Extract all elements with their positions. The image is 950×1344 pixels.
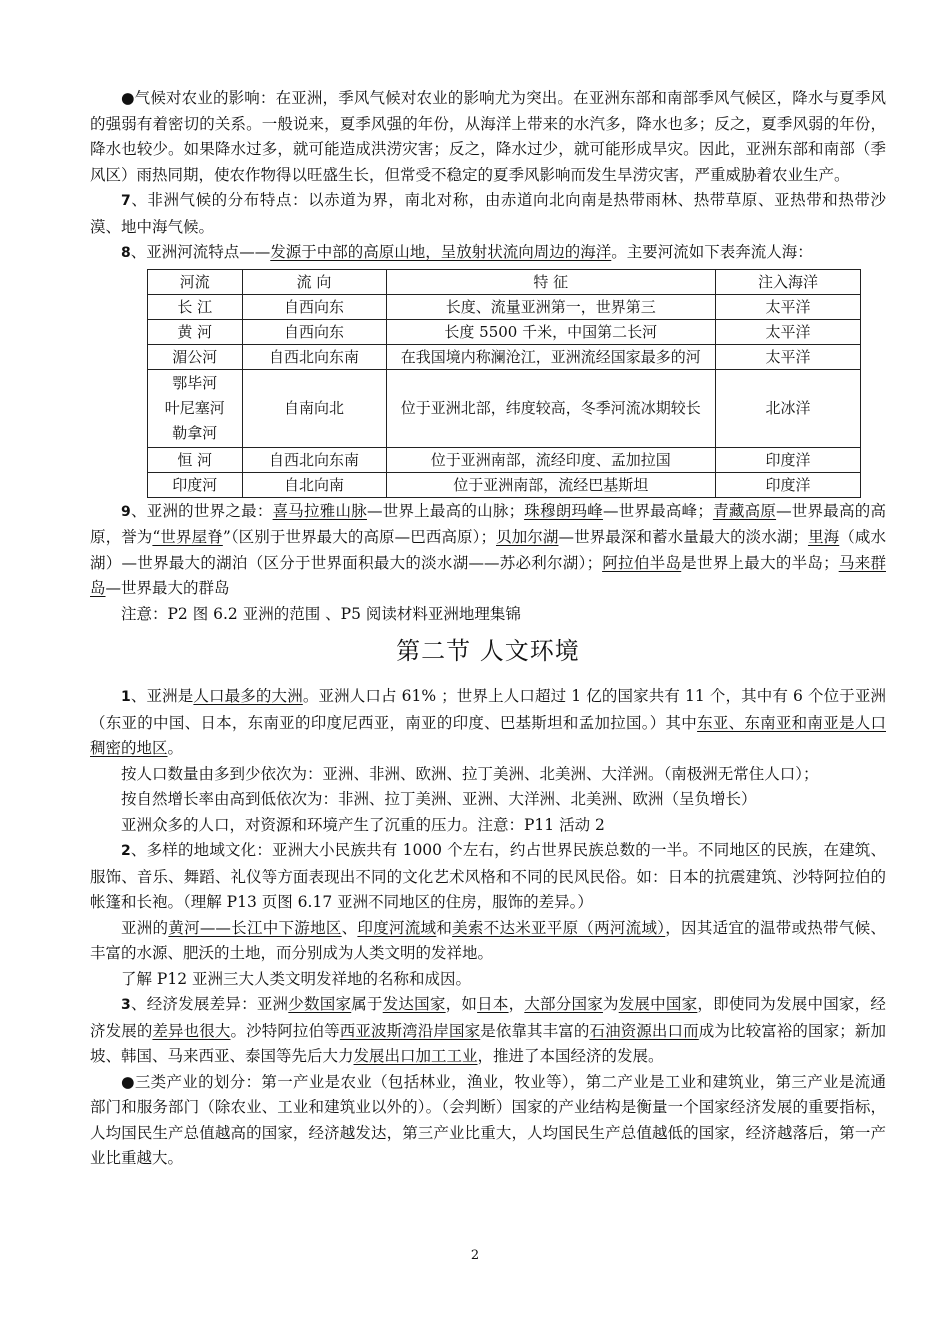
river-name-line: 叶尼塞河 <box>164 398 225 417</box>
river-name: 恒 河 <box>148 447 243 472</box>
underlined-text: 马来群岛 <box>90 553 886 597</box>
paragraph-text: ，如 <box>445 995 478 1013</box>
paragraph-text: ，因其适宜的温带或热带气候、丰富的水源、肥沃的土地，而分别成为人类文明的发祥地。 <box>90 918 886 962</box>
civilization-note: 了解 P12 亚洲三大人类文明发祥地的名称和成因。 <box>121 969 472 988</box>
table-row <box>148 369 861 447</box>
paragraph-text: 和 <box>436 918 453 937</box>
paragraph-text: 。 <box>167 739 184 757</box>
river-feature: 长度、流量亚洲第一，世界第三 <box>386 294 715 319</box>
item-number: 9 <box>121 503 131 520</box>
paragraph-text: 是依靠其丰富的 <box>480 1021 590 1040</box>
table-row <box>148 447 861 472</box>
population-pressure-line: 亚洲众多的人口，对资源和环境产生了沉重的压力。注意：P11 活动 2 <box>121 815 605 834</box>
river-feature: 位于亚洲南部，流经巴基斯坦 <box>386 472 715 497</box>
paragraph-text: 属于 <box>351 995 383 1013</box>
river-direction: 自西向东 <box>242 294 386 319</box>
underlined-text: 黄河——长江中下游地区 <box>168 918 342 937</box>
item-number: 1 <box>121 689 131 705</box>
underlined-text: 发达国家 <box>382 995 446 1013</box>
river-name: 湄公河 <box>148 344 243 369</box>
underlined-text: 差异也很大 <box>152 1021 231 1040</box>
paragraph-text: 、亚洲的世界之最： <box>130 501 273 520</box>
river-feature: 在我国境内称澜沧江，亚洲流经国家最多的河 <box>386 344 715 369</box>
header-feature: 特 征 <box>386 269 715 294</box>
paragraph-text: 为 <box>602 995 619 1013</box>
page-number: 2 <box>470 1248 480 1263</box>
underlined-text: “世界屋脊 <box>152 528 223 546</box>
river-name-line: 勒拿河 <box>172 423 218 442</box>
underlined-text: 里海 <box>807 528 840 546</box>
paragraph-text: 、 <box>341 918 358 937</box>
underlined-text: 发展中国家 <box>618 995 698 1013</box>
item-number: 7 <box>121 193 131 209</box>
table-row <box>148 344 861 369</box>
asia-rivers-paragraph <box>90 240 886 267</box>
industries-paragraph: ●三类产业的划分：第一产业是农业（包括林业，渔业，牧业等），第二产业是工业和建筑业，第三产业是流通部门和服务部门（除农业、工业和建筑业以外的）。（会判断）国家的产业结构是衡量一个国家经济发展的重要指标，人均国民生产总值越高的国家，经济越发达，第三产业比重大，人均国民生产总值越低的国家，经济越落后，第一产业比重越大。 <box>90 1072 886 1167</box>
climate-agriculture-paragraph: ●气候对农业的影响：在亚洲，季风气候对农业的影响尤为突出。在亚洲东部和南部季风气候区，降水与夏季风的强弱有着密切的关系。一般说来，夏季风强的年份，从海洋上带来的水汽多，降水也多；反之，夏季风弱的年份，降水也较少。如果降水过多，就可能造成洪涝灾害；反之，降水过少，就可能形成旱灾。因此，亚洲东部和南部（季风区）雨热同期，使农作物得以旺盛生长，但常受不稳定的夏季风影响而发生旱涝灾害，严重威胁着农业生产。 <box>90 89 886 184</box>
river-name: 长 江 <box>148 294 243 319</box>
river-feature: 位于亚洲南部，流经印度、孟加拉国 <box>386 447 715 472</box>
river-direction: 自西北向东南 <box>242 447 386 472</box>
underlined-text: 西亚波斯湾沿岸国家 <box>339 1021 481 1040</box>
population-order-line: 按人口数量由多到少依次为：亚洲、非洲、欧洲、拉丁美洲、北美洲、大洋洲。（南极洲无常住人口）； <box>121 764 819 783</box>
river-name <box>148 369 243 447</box>
asia-world-records-paragraph <box>90 499 886 602</box>
river-feature: 位于亚洲北部，纬度较高，冬季河流冰期较长 <box>386 369 715 447</box>
rivers-table <box>147 269 861 498</box>
river-ocean: 印度洋 <box>715 472 860 497</box>
underlined-text: 石油资源出口而 <box>589 1021 699 1040</box>
river-ocean: 太平洋 <box>715 294 860 319</box>
paragraph-text: 、亚洲是 <box>130 687 194 705</box>
section-title: 第二节 人文环境 <box>396 637 580 665</box>
river-name-line: 鄂毕河 <box>172 373 218 392</box>
paragraph-text: —世界上最高的山脉； <box>366 501 525 520</box>
paragraph-text: 、多样的地域文化：亚洲大小民族共有 1000 个左右，约占世界民族总数的一半。不同地区的民族，在建筑、服饰、音乐、舞蹈、礼仪等方面表现出不同的文化艺术风格和不同的民风民俗。如：日本的抗震建筑、沙特阿拉伯的帐篷和长袍。（理解 P13 页图 6.17 亚洲不同地区的住房，服饰的差异。） <box>90 841 886 911</box>
item-number: 3 <box>121 997 131 1013</box>
civilization-paragraph <box>90 916 886 967</box>
underlined-text: 东亚、东南亚和南亚是人口稠密的地区 <box>90 713 886 757</box>
table-row <box>148 472 861 497</box>
paragraph-text: 。主要河流如下表奔流人海： <box>611 243 813 261</box>
underlined-text: 日本 <box>477 995 509 1013</box>
paragraph-text: 亚洲的 <box>121 918 169 937</box>
river-direction: 自北向南 <box>242 472 386 497</box>
paragraph-text: 是世界上最大的半岛； <box>681 553 839 572</box>
river-direction: 自西向东 <box>242 319 386 344</box>
africa-climate-paragraph <box>90 188 886 240</box>
paragraph-text: 。亚洲人口占 61% ；世界上人口超过 1 亿的国家共有 11 个，其中有 6 个位于亚洲（东亚的中国、日本，东南亚的印度尼西亚，南亚的印度、巴基斯坦和孟加拉国。）其中 <box>90 687 886 732</box>
underlined-text: 人口最多的大洲 <box>193 687 303 705</box>
paragraph-text: 、亚洲河流特点—— <box>130 243 271 261</box>
river-ocean: 太平洋 <box>715 344 860 369</box>
paragraph-text: ， <box>508 995 525 1013</box>
river-ocean: 太平洋 <box>715 319 860 344</box>
underlined-text: 少数国家 <box>288 995 352 1013</box>
underlined-text: 美索不达米亚平原（两河流域） <box>452 918 666 937</box>
item-number: 2 <box>121 843 131 859</box>
paragraph-text: —世界最高的高原，誉为 <box>90 501 886 546</box>
paragraph-text: 成为比较富裕的国家；新加坡、韩国、马来西亚、泰国等先后大力 <box>90 1021 886 1065</box>
river-name: 印度河 <box>148 472 243 497</box>
item-number: 8 <box>121 245 131 261</box>
table-row <box>148 319 861 344</box>
paragraph-text: ”（区别于世界最大的高原—巴西高原）； <box>222 528 496 546</box>
underlined-text: 珠穆朗玛峰 <box>524 501 603 520</box>
underlined-text: 发展出口加工工业 <box>353 1047 478 1065</box>
underlined-text: 发源于中部的高原山地，呈放射状流向周边的海洋 <box>270 243 612 261</box>
paragraph-text: （咸水湖）—世界最大的湖泊（区分于世界面积最大的淡水湖——苏必利尔湖）； <box>90 528 886 572</box>
paragraph-text: —世界最大的群岛 <box>105 579 230 597</box>
note-paragraph: 注意：P2 图 6.2 亚洲的范围 、P5 阅读材料亚洲地理集锦 <box>121 604 521 623</box>
table-row <box>148 294 861 319</box>
paragraph-text: —世界最高峰； <box>602 501 713 520</box>
river-direction: 自西北向东南 <box>242 344 386 369</box>
table-header-row <box>148 269 861 294</box>
paragraph-text: ，即使同为发展中国家，经济发展的 <box>90 995 886 1040</box>
paragraph-text: 、非洲气候的分布特点：以赤道为界，南北对称，由赤道向北向南是热带雨林、热带草原、亚热带和热带沙漠、地中海气候。 <box>90 191 886 236</box>
river-feature: 长度 5500 千米，中国第二长河 <box>386 319 715 344</box>
underlined-text: 印度河流域 <box>357 918 437 937</box>
underlined-text: 阿拉伯半岛 <box>602 553 682 572</box>
underlined-text: 喜马拉雅山脉 <box>272 501 367 520</box>
population-paragraph <box>90 684 886 762</box>
river-direction: 自南向北 <box>242 369 386 447</box>
document-page <box>90 86 886 1172</box>
paragraph-text: 。沙特阿拉伯等 <box>230 1021 340 1040</box>
underlined-text: 青藏高原 <box>712 501 777 520</box>
economy-paragraph <box>90 992 886 1070</box>
header-direction: 流 向 <box>242 269 386 294</box>
underlined-text: 贝加尔湖 <box>496 528 559 546</box>
growth-order-line: 按自然增长率由高到低依次为：非洲、拉丁美洲、亚洲、大洋洲、北美洲、欧洲（呈负增长） <box>121 790 757 808</box>
river-ocean: 印度洋 <box>715 447 860 472</box>
river-ocean: 北冰洋 <box>715 369 860 447</box>
paragraph-text: ，推进了本国经济的发展。 <box>477 1047 664 1065</box>
header-river: 河流 <box>148 269 243 294</box>
river-name: 黄 河 <box>148 319 243 344</box>
header-ocean: 注入海洋 <box>715 269 860 294</box>
culture-paragraph <box>90 838 886 916</box>
underlined-text: 大部分国家 <box>524 995 603 1013</box>
paragraph-text: —世界最深和蓄水量最大的淡水湖； <box>558 528 808 546</box>
paragraph-text: 、经济发展差异：亚洲 <box>130 995 289 1013</box>
